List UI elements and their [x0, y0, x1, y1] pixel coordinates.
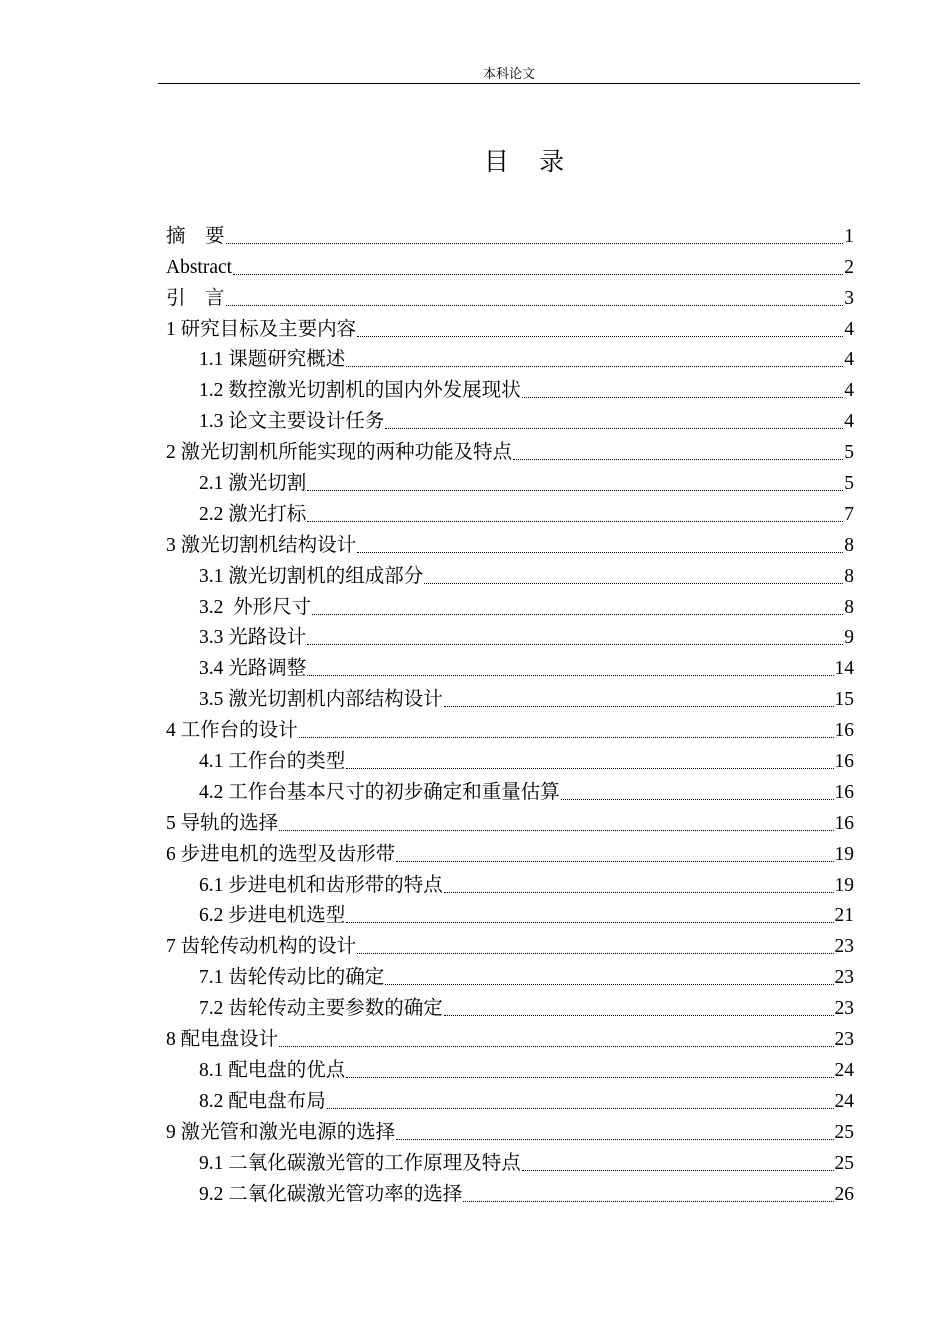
toc-page-number: 23	[834, 967, 854, 989]
toc-entry-title: 1.1 课题研究概述	[199, 349, 346, 371]
toc-entry[interactable]	[166, 497, 854, 528]
dot-leader	[424, 583, 843, 584]
toc-entry[interactable]	[166, 960, 854, 991]
toc-entry-title: 3.3 光路设计	[199, 627, 307, 649]
toc-entry-title: 6.1 步进电机和齿形带的特点	[199, 874, 443, 896]
toc-entry[interactable]	[166, 312, 854, 343]
table-of-contents	[166, 219, 854, 1208]
dot-leader	[561, 799, 834, 800]
toc-page-number: 23	[834, 1029, 854, 1051]
toc-entry-title: 4 工作台的设计	[166, 720, 298, 742]
toc-entry[interactable]	[166, 435, 854, 466]
header-rule	[158, 83, 860, 84]
toc-entry-title: 1.3 论文主要设计任务	[199, 411, 385, 433]
toc-page-number: 1	[844, 225, 854, 247]
dot-leader	[327, 1108, 834, 1109]
toc-page-number: 25	[834, 1121, 854, 1143]
toc-entry[interactable]	[166, 837, 854, 868]
toc-entry[interactable]	[166, 1115, 854, 1146]
toc-entry[interactable]	[166, 1146, 854, 1177]
dot-leader	[279, 1046, 833, 1047]
toc-page-number: 14	[834, 658, 854, 680]
dot-leader	[444, 706, 834, 707]
dot-leader	[522, 1170, 834, 1171]
toc-entry[interactable]	[166, 868, 854, 899]
toc-entry[interactable]	[166, 1177, 854, 1208]
toc-entry[interactable]	[166, 621, 854, 652]
toc-page-number: 2	[844, 256, 854, 278]
toc-entry-title: 3.1 激光切割机的组成部分	[199, 565, 424, 587]
dot-leader	[346, 922, 833, 923]
toc-page-number: 23	[834, 936, 854, 958]
page-header: 本科论文	[482, 66, 535, 81]
toc-page-number: 4	[844, 318, 854, 340]
dot-leader	[307, 675, 833, 676]
page-title: 目 录	[483, 149, 577, 176]
toc-entry-title: 1 研究目标及主要内容	[166, 318, 357, 340]
toc-entry[interactable]	[166, 899, 854, 930]
toc-entry-title: 2.2 激光打标	[199, 503, 307, 525]
toc-page-number: 8	[844, 565, 854, 587]
toc-page-number: 16	[834, 781, 854, 803]
toc-entry[interactable]	[166, 590, 854, 621]
dot-leader	[346, 366, 843, 367]
toc-entry-title: 7.1 齿轮传动比的确定	[199, 967, 385, 989]
dot-leader	[226, 243, 844, 244]
toc-entry[interactable]	[166, 528, 854, 559]
toc-entry[interactable]	[166, 404, 854, 435]
toc-entry-title: 3 激光切割机结构设计	[166, 534, 357, 556]
toc-entry[interactable]	[166, 466, 854, 497]
toc-page-number: 8	[844, 596, 854, 618]
toc-entry-title: 3.4 光路调整	[199, 658, 307, 680]
toc-entry-title: 8.1 配电盘的优点	[199, 1059, 346, 1081]
toc-page-number: 16	[834, 720, 854, 742]
toc-entry[interactable]	[166, 744, 854, 775]
dot-leader	[226, 305, 844, 306]
toc-entry[interactable]	[166, 219, 854, 250]
toc-page-number: 9	[844, 627, 854, 649]
toc-entry[interactable]	[166, 682, 854, 713]
toc-page-number: 23	[834, 998, 854, 1020]
toc-entry-title: 9.1 二氧化碳激光管的工作原理及特点	[199, 1152, 521, 1174]
toc-entry-title: 3.5 激光切割机内部结构设计	[199, 689, 443, 711]
dot-leader	[346, 768, 833, 769]
dot-leader	[299, 737, 834, 738]
toc-entry-title: 3.2 外形尺寸	[199, 596, 312, 618]
toc-page-number: 26	[834, 1183, 854, 1205]
toc-entry[interactable]	[166, 281, 854, 312]
dot-leader	[307, 644, 843, 645]
toc-entry-title: 1.2 数控激光切割机的国内外发展现状	[199, 380, 521, 402]
toc-page-number: 19	[834, 843, 854, 865]
dot-leader	[357, 336, 843, 337]
toc-entry[interactable]	[166, 373, 854, 404]
toc-entry[interactable]	[166, 929, 854, 960]
dot-leader	[346, 1077, 833, 1078]
toc-entry-title: 引 言	[166, 287, 225, 309]
toc-page-number: 5	[844, 442, 854, 464]
dot-leader	[385, 984, 833, 985]
toc-page-number: 19	[834, 874, 854, 896]
toc-entry[interactable]	[166, 806, 854, 837]
dot-leader	[444, 892, 834, 893]
toc-page-number: 25	[834, 1152, 854, 1174]
toc-entry[interactable]	[166, 1022, 854, 1053]
toc-page-number: 3	[844, 287, 854, 309]
toc-page-number: 21	[834, 905, 854, 927]
toc-entry[interactable]	[166, 775, 854, 806]
dot-leader	[279, 830, 833, 831]
toc-entry-title: 2 激光切割机所能实现的两种功能及特点	[166, 442, 513, 464]
toc-entry[interactable]	[166, 651, 854, 682]
dot-leader	[396, 1139, 833, 1140]
toc-page-number: 5	[844, 473, 854, 495]
toc-entry[interactable]	[166, 343, 854, 374]
toc-entry-title: 摘 要	[166, 225, 225, 247]
dot-leader	[463, 1201, 833, 1202]
dot-leader	[385, 428, 843, 429]
toc-page-number: 15	[834, 689, 854, 711]
dot-leader	[357, 953, 833, 954]
dot-leader	[312, 614, 843, 615]
toc-entry[interactable]	[166, 1084, 854, 1115]
toc-entry-title: 5 导轨的选择	[166, 812, 279, 834]
toc-entry-title: 9.2 二氧化碳激光管功率的选择	[199, 1183, 463, 1205]
dot-leader	[307, 521, 843, 522]
toc-page-number: 16	[834, 812, 854, 834]
toc-entry-title: 2.1 激光切割	[199, 473, 307, 495]
toc-entry[interactable]	[166, 559, 854, 590]
dot-leader	[307, 490, 843, 491]
toc-entry[interactable]	[166, 991, 854, 1022]
dot-leader	[513, 459, 843, 460]
dot-leader	[444, 1015, 834, 1016]
toc-entry[interactable]	[166, 250, 854, 281]
toc-page-number: 4	[844, 380, 854, 402]
toc-entry-title: 4.1 工作台的类型	[199, 751, 346, 773]
toc-page-number: 16	[834, 751, 854, 773]
toc-entry-title: Abstract	[166, 256, 233, 278]
toc-page-number: 4	[844, 349, 854, 371]
toc-page-number: 24	[834, 1090, 854, 1112]
toc-page-number: 8	[844, 534, 854, 556]
toc-entry[interactable]	[166, 713, 854, 744]
toc-page-number: 7	[844, 503, 854, 525]
toc-entry-title: 6 步进电机的选型及齿形带	[166, 843, 396, 865]
dot-leader	[396, 861, 833, 862]
toc-entry-title: 8 配电盘设计	[166, 1029, 279, 1051]
toc-entry-title: 4.2 工作台基本尺寸的初步确定和重量估算	[199, 781, 560, 803]
toc-page-number: 4	[844, 411, 854, 433]
toc-entry-title: 6.2 步进电机选型	[199, 905, 346, 927]
toc-entry-title: 9 激光管和激光电源的选择	[166, 1121, 396, 1143]
toc-page-number: 24	[834, 1059, 854, 1081]
toc-entry-title: 8.2 配电盘布局	[199, 1090, 326, 1112]
toc-entry-title: 7 齿轮传动机构的设计	[166, 936, 357, 958]
dot-leader	[357, 552, 843, 553]
dot-leader	[522, 397, 843, 398]
toc-entry-title: 7.2 齿轮传动主要参数的确定	[199, 998, 443, 1020]
toc-entry[interactable]	[166, 1053, 854, 1084]
dot-leader	[233, 274, 843, 275]
